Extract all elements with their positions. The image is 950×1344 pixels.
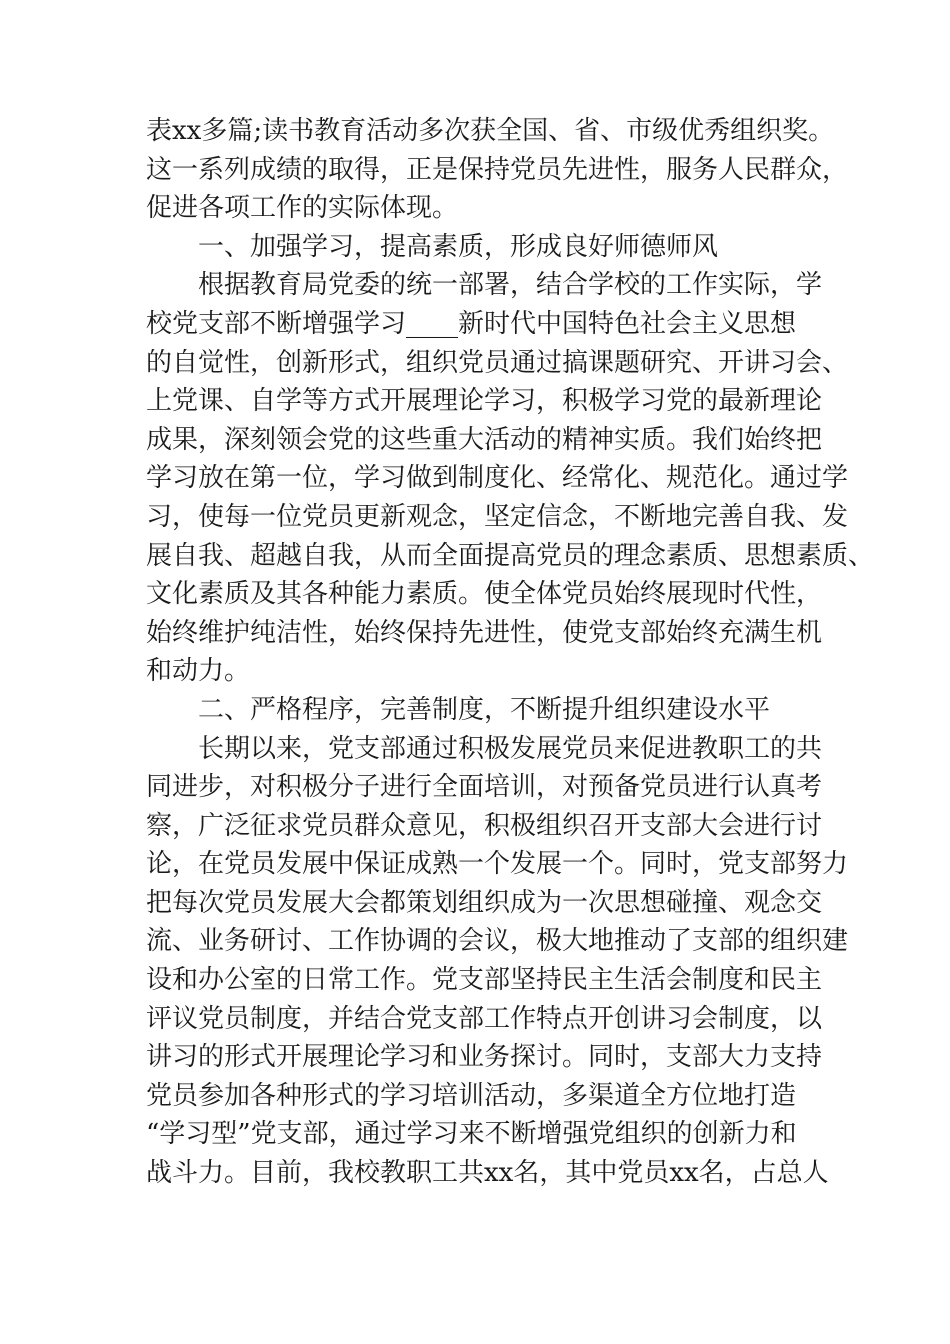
text-line: 讲习的形式开展理论学习和业务探讨。同时，支部大力支持 xyxy=(146,1042,823,1073)
text-line: 论，在党员发展中保证成熟一个发展一个。同时，党支部努力 xyxy=(146,849,849,880)
text-line: 流、业务研讨、工作协调的会议，极大地推动了支部的组织建 xyxy=(146,926,849,957)
text-line: 学习放在第一位，学习做到制度化、经常化、规范化。通过学 xyxy=(146,463,849,494)
text-line: 党员参加各种形式的学习培训活动，多渠道全方位地打造 xyxy=(146,1080,797,1111)
text-line: 设和办公室的日常工作。党支部坚持民主生活会制度和民主 xyxy=(146,965,823,996)
text-line: 和动力。 xyxy=(146,656,251,687)
text-line: 把每次党员发展大会都策划组织成为一次思想碰撞、观念交 xyxy=(146,887,823,918)
paragraph-first-line: 长期以来，党支部通过积极发展党员来促进教职工的共 xyxy=(198,733,823,764)
text-line: 的自觉性，创新形式，组织党员通过搞课题研究、开讲习会、 xyxy=(146,347,849,378)
text-line: 表xx多篇;读书教育活动多次获全国、省、市级优秀组织奖。 xyxy=(146,116,835,146)
text-line: 习，使每一位党员更新观念，坚定信念，不断地完善自我、发 xyxy=(146,501,849,532)
text-line: “学习型”党支部，通过学习来不断增强党组织的创新力和 xyxy=(146,1119,797,1150)
paragraph-first-line: 根据教育局党委的统一部署，结合学校的工作实际，学 xyxy=(198,270,823,301)
text-line: 成果，深刻领会党的这些重大活动的精神实质。我们始终把 xyxy=(146,424,823,455)
section-heading-2: 二、严格程序，完善制度，不断提升组织建设水平 xyxy=(198,694,771,725)
text-line: 上党课、自学等方式开展理论学习，积极学习党的最新理论 xyxy=(146,386,823,417)
text-line: 同进步，对积极分子进行全面培训，对预备党员进行认真考 xyxy=(146,772,823,803)
text-line: 察，广泛征求党员群众意见，积极组织召开支部大会进行讨 xyxy=(146,810,823,841)
text-line: 校党支部不断增强学习____新时代中国特色社会主义思想 xyxy=(146,308,797,339)
text-line: 始终维护纯洁性，始终保持先进性，使党支部始终充满生机 xyxy=(146,617,823,648)
text-line: 战斗力。目前，我校教职工共xx名，其中党员xx名，占总人 xyxy=(146,1158,829,1189)
section-heading-1: 一、加强学习，提高素质，形成良好师德师风 xyxy=(198,231,719,262)
text-line: 评议党员制度，并结合党支部工作特点开创讲习会制度，以 xyxy=(146,1003,823,1034)
document-body xyxy=(146,112,875,1193)
text-line: 这一系列成绩的取得，正是保持党员先进性，服务人民群众， xyxy=(146,154,849,185)
text-line: 展自我、超越自我，从而全面提高党员的理念素质、思想素质、 xyxy=(146,540,875,571)
text-line: 文化素质及其各种能力素质。使全体党员始终展现时代性， xyxy=(146,579,823,610)
text-line: 促进各项工作的实际体现。 xyxy=(146,193,459,224)
